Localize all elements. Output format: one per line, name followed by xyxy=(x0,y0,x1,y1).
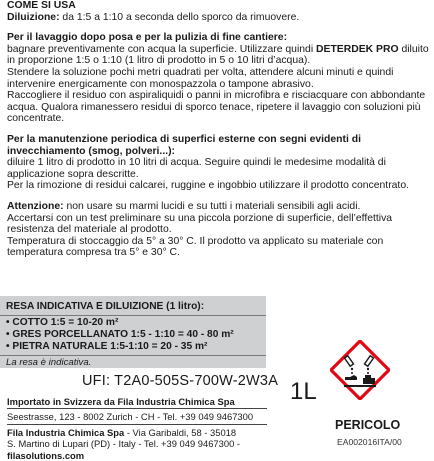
resa-box xyxy=(0,296,266,368)
section2-p1: diluire 1 litro di prodotto in 10 litri di acqua. Seguire quindi le medesime modalità di applicazione sopra descritte. xyxy=(7,157,386,180)
importer-line1: Importato in Svizzera da Fila Industria Chimica Spa xyxy=(7,396,267,409)
attention-label: Attenzione: xyxy=(7,200,64,212)
usage-title: COME SI USA xyxy=(7,0,76,11)
product-code: EA002016ITA/00 xyxy=(337,437,402,447)
company-name: Fila Industria Chimica Spa xyxy=(7,426,125,438)
resa-rows xyxy=(0,317,266,354)
attention-p2: Accertarsi con un test preliminare su una piccola porzione di superficie, dell’effettiva resistenza del materiale al prodotto. xyxy=(7,212,393,236)
dilution-line xyxy=(7,12,429,24)
brand-name: DETERDEK PRO xyxy=(316,43,399,55)
dilution-label: Diluizione: xyxy=(7,11,60,23)
section1-p1-a: bagnare preventivamente con acqua la superficie. Utilizzare quindi xyxy=(7,43,317,55)
resa-row-cotto: • COTTO 1:5 = 10-20 m² xyxy=(6,316,119,328)
resa-row-gres: • GRES PORCELLANATO 1:5 - 1:10 = 40 - 80 m² xyxy=(6,328,234,340)
volume-label: 1L xyxy=(290,378,317,405)
attention-p3: Temperatura di stoccaggio da 5° a 30° C. Il prodotto va applicato su materiale con temperatura compresa tra 5° e 30° C. xyxy=(7,235,384,259)
hazard-label: PERICOLO xyxy=(335,418,401,432)
section2-title: Per la manutenzione periodica di superfici esterne con segni evidenti di invecchiamento (smog, polveri...): xyxy=(7,133,361,157)
section1-p2: Stendere la soluzione pochi metri quadrati per volta, attendere alcuni minuti e quindi intervenire energicamente con monospazzola o tampone abrasivo. xyxy=(7,66,394,90)
attention-p1 xyxy=(7,201,429,213)
importer-line2: Seestrasse, 123 - 8002 Zurich - CH - Tel. +39 049 9467300 xyxy=(7,411,267,424)
base-line xyxy=(344,385,376,387)
resa-note: La resa è indicativa. xyxy=(6,357,92,369)
resa-title: RESA INDICATIVA E DILUIZIONE (1 litro): xyxy=(6,301,205,312)
section2-p2: Per la rimozione di residui calcarei, ruggine e ingobbio utilizzare il prodotto concentrato. xyxy=(7,180,409,192)
section1-title: Per il lavaggio dopo posa e per la pulizia di fine cantiere: xyxy=(7,32,288,44)
hazard-diamond xyxy=(331,341,389,399)
attention-p1-text: non usare su marmi lucidi e su tutti i materiali sensibili agli acidi. xyxy=(63,200,361,212)
section1-p1-b: diluito in proporzione 1:5 o 1:10 (1 litro di prodotto in 5 o 10 litri d’acqua). xyxy=(7,43,429,67)
section1-p3: Raccogliere il residuo con aspiraliquidi o panni in microfibra e risciacquare con abbondante acqua. Qualora rimanessero residui di sporco tenace, ripetere il lavaggio con soluzioni più concentrate. xyxy=(7,90,426,125)
resa-divider-bottom xyxy=(0,355,266,356)
ufi-code: UFI: T2A0-505S-700W-2W3A xyxy=(82,373,279,389)
website-link[interactable]: filasolutions.com xyxy=(7,449,85,461)
company-city: S. Martino di Lupari (PD) - Italy - Tel. +39 049 9467300 - xyxy=(7,438,241,450)
importer-block xyxy=(7,396,267,461)
resa-row-pietra: • PIETRA NATURALE 1:5-1:10 = 20 - 35 m² xyxy=(6,341,208,352)
instructions-block xyxy=(7,0,429,259)
dilution-text: da 1:5 a 1:10 a seconda dello sporco da rimuovere. xyxy=(59,11,300,23)
ghs05-corrosive-icon xyxy=(330,340,390,400)
section1-p1 xyxy=(7,44,429,67)
company-address: - Via Garibaldi, 58 - 35018 xyxy=(124,426,237,438)
resa-divider xyxy=(0,315,266,316)
importer-line3 xyxy=(7,427,267,438)
